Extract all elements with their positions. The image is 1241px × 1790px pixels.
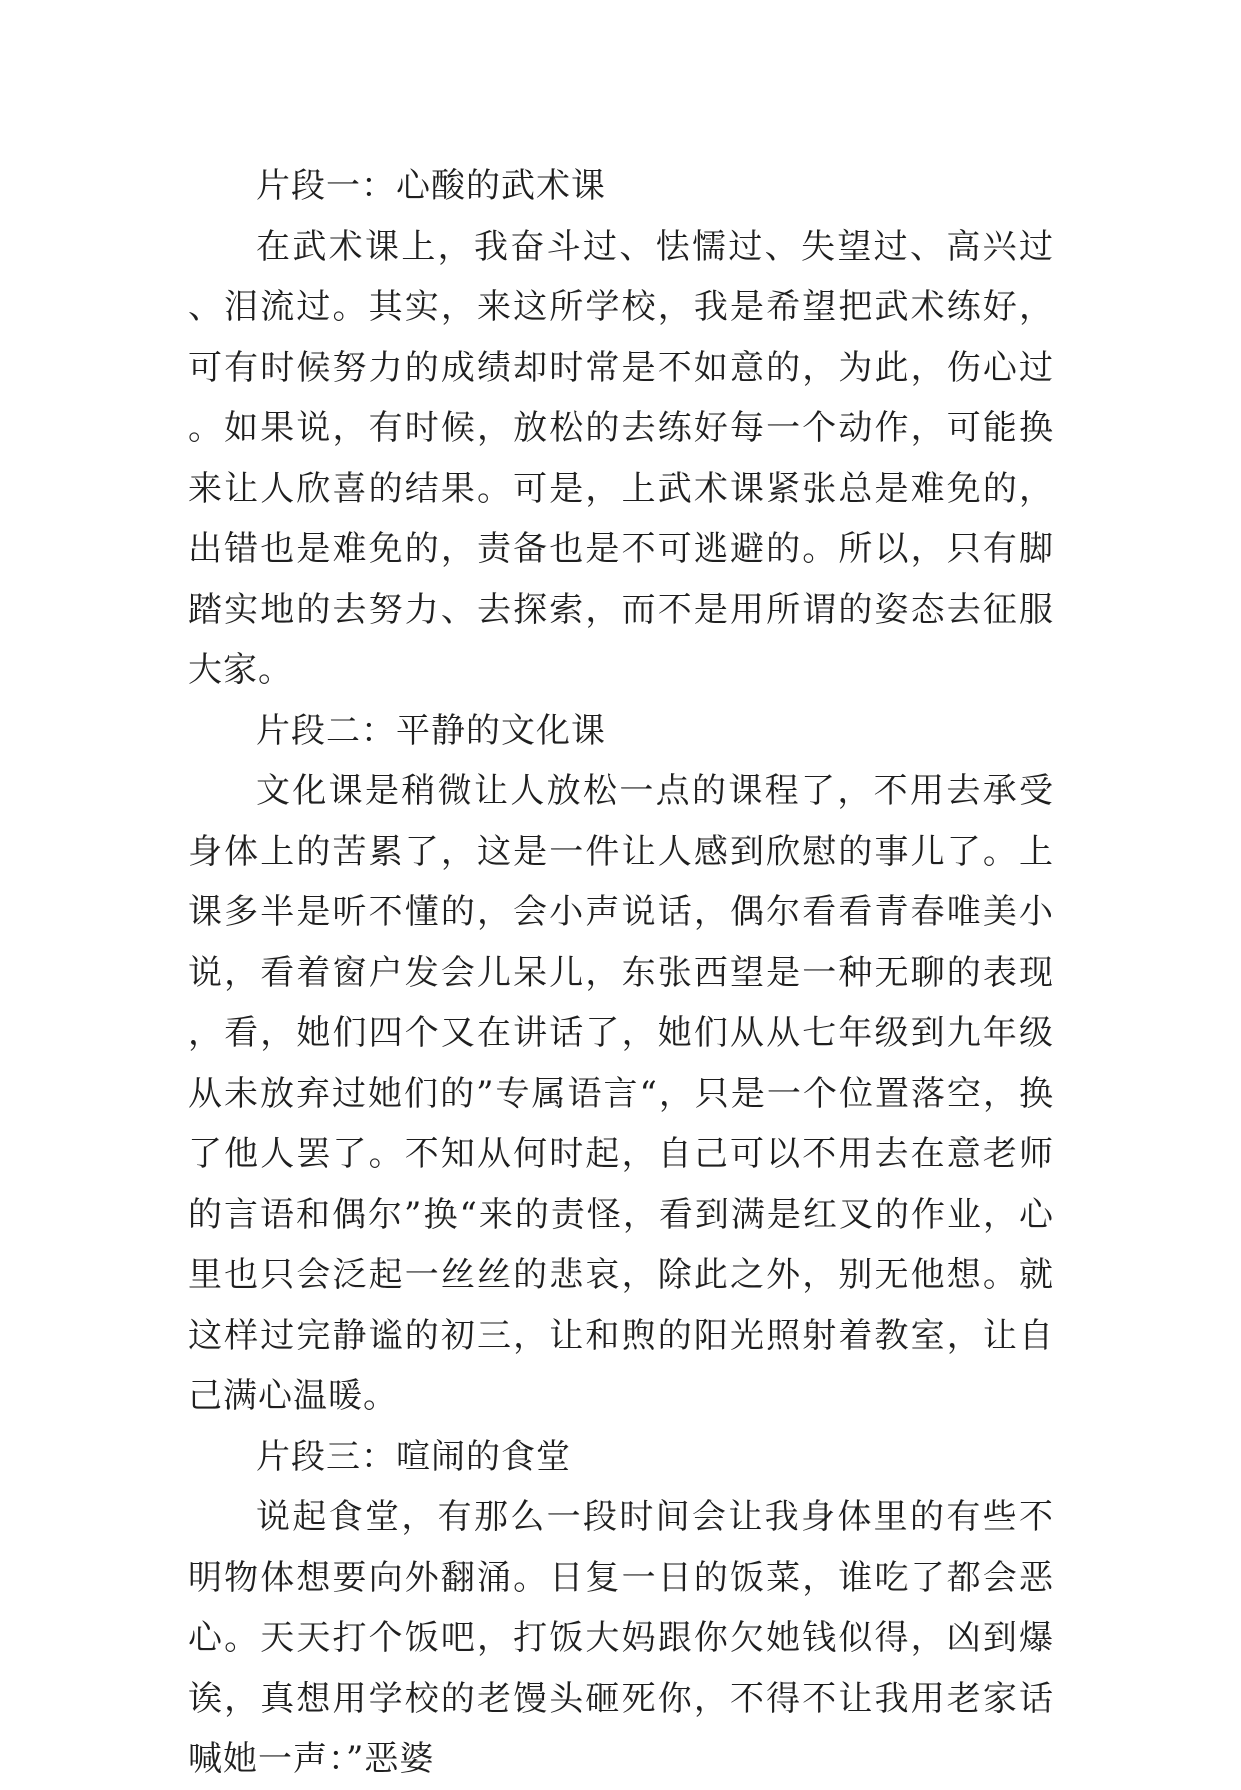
- section-heading-3: 片段三：喧闹的食堂: [256, 1436, 571, 1477]
- paragraph-2: 文化课是稍微让人放松一点的课程了，不用去承受身体上的苦累了，这是一件让人感到欣慰的事儿了。上课多半是听不懂的，会小声说话，偶尔看看青春唯美小说，看着窗户发会儿呆儿，东张西望是一种无聊的表现，看，她们四个又在讲话了，她们从从七年级到九年级从未放弃过她们的”专属语言“，只是一个位置落空，换了他人罢了。不知从何时起，自己可以不用去在意老师的言语和偶尔”换“来的责怪，看到满是红叉的作业，心里也只会泛起一丝丝的悲哀，除此之外，别无他想。就这样过完静谧的初三，让和煦的阳光照射着教室，让自己满心温暖。: [188, 771, 1054, 1416]
- section-heading-1: 片段一：心酸的武术课: [256, 166, 606, 206]
- section-heading-2: 片段二：平静的文化课: [256, 710, 606, 751]
- paragraph-1: 在武术课上，我奋斗过、怯懦过、失望过、高兴过、泪流过。其实，来这所学校，我是希望把武术练好，可有时候努力的成绩却时常是不如意的，为此，伤心过。如果说，有时候，放松的去练好每一个动作，可能换来让人欣喜的结果。可是，上武术课紧张总是难免的，出错也是难免的，责备也是不可逃避的。所以，只有脚踏实地的去努力、去探索，而不是用所谓的姿态去征服大家。: [188, 226, 1054, 690]
- document-body: [188, 156, 1054, 1790]
- paragraph-3: 说起食堂，有那么一段时间会让我身体里的有些不明物体想要向外翻涌。日复一日的饭菜，谁吃了都会恶心。天天打个饭吧，打饭大妈跟你欠她钱似得，凶到爆诶，真想用学校的老馒头砸死你，不得不让我用老家话喊她一声：”恶婆: [188, 1497, 1054, 1779]
